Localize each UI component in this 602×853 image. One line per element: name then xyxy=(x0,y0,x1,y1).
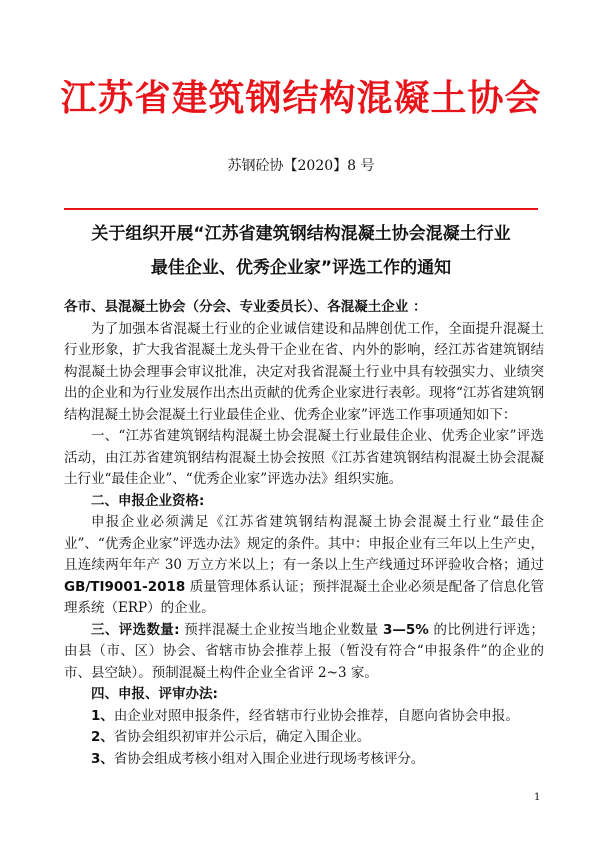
cert-standard: GB/TI9001-2018 xyxy=(64,578,186,595)
list-item-number: 2、 xyxy=(91,729,114,745)
org-title: 江苏省建筑钢结构混凝土协会 xyxy=(60,78,542,119)
section-4-heading: 四、申报、评审办法: xyxy=(91,686,218,702)
section-3-text-b: 的比例进行评选；由县（市、区）协会、省辖市协会推荐上报（暂没有符合“申报条件”的企业的市、县空缺）。预制混凝土构件企业全省评 2~3 家。 xyxy=(64,621,544,681)
section-3-paragraph xyxy=(64,620,544,685)
salutation: 各市、县混凝土协会（分会、专业委员长）、各混凝土企业 ： xyxy=(64,299,427,315)
section-1-paragraph: 一、“江苏省建筑钢结构混凝土协会混凝土行业最佳企业、优秀企业家”评选活动，由江苏省建筑钢结构混凝土协会按照《江苏省建筑钢结构混凝土协会混凝土行业“最佳企业”、“优秀企业家”评选办法》组织实施。 xyxy=(64,428,544,487)
section-2-text-b: 质量管理体系认证；预拌混凝土企业必须是配备了信息化管理系统（ERP）的企业。 xyxy=(64,578,544,616)
list-item-text: 由企业对照申报条件，经省辖市行业协会推荐，自愿向省协会申报。 xyxy=(113,707,519,724)
section-3-range: 3—5% xyxy=(382,621,429,638)
red-divider xyxy=(64,208,538,210)
list-item-text: 省协会组织初审并公示后，确定入围企业。 xyxy=(113,729,371,745)
list-item-number: 3、 xyxy=(91,750,114,767)
intro-paragraph: 为了加强本省混凝土行业的企业诚信建设和品牌创优工作，全面提升混凝土行业形象，扩大我省混凝土龙头骨干企业在省、内外的影响，经江苏省建筑钢结构混凝土协会理事会审议批准，决定对我省混凝土行业中具有较强实力、业绩突出的企业和为行业发展作出杰出贡献的优秀企业家进行表彰。现将“江苏省建筑钢结构混凝土协会混凝土行业最佳企业、优秀企业家”评选工作事项通知如下： xyxy=(64,320,544,423)
notice-title-line2: 最佳企业、优秀企业家”评选工作的通知 xyxy=(150,258,452,278)
list-item xyxy=(64,727,544,749)
notice-body xyxy=(64,297,544,770)
page-number: 1 xyxy=(534,792,541,803)
section-3-heading: 三、评选数量: xyxy=(91,621,180,638)
notice-title-line1: 关于组织开展“江苏省建筑钢结构混凝土协会混凝土行业 xyxy=(91,224,511,244)
doc-number: 苏钢砼协【2020】8 号 xyxy=(227,158,375,174)
section-2-text-a: 申报企业必须满足《江苏省建筑钢结构混凝土协会混凝土行业“最佳企业”、“优秀企业家”评选办法》规定的条件。其中：申报企业有三年以上生产史，且连续两年年产 30 万立方米以上；有一条以上生产线通过环评验收合格；通过 xyxy=(64,514,544,573)
list-item-number: 1、 xyxy=(91,707,114,724)
list-item xyxy=(64,749,544,771)
list-item-text: 省协会组成考核小组对入围企业进行现场考核评分。 xyxy=(113,750,425,767)
list-item xyxy=(64,706,544,728)
section-2-paragraph xyxy=(64,512,544,620)
section-3-text-a: 预拌混凝土企业按当地企业数量 xyxy=(179,621,383,638)
section-2-heading: 二、申报企业资格: xyxy=(91,492,205,509)
